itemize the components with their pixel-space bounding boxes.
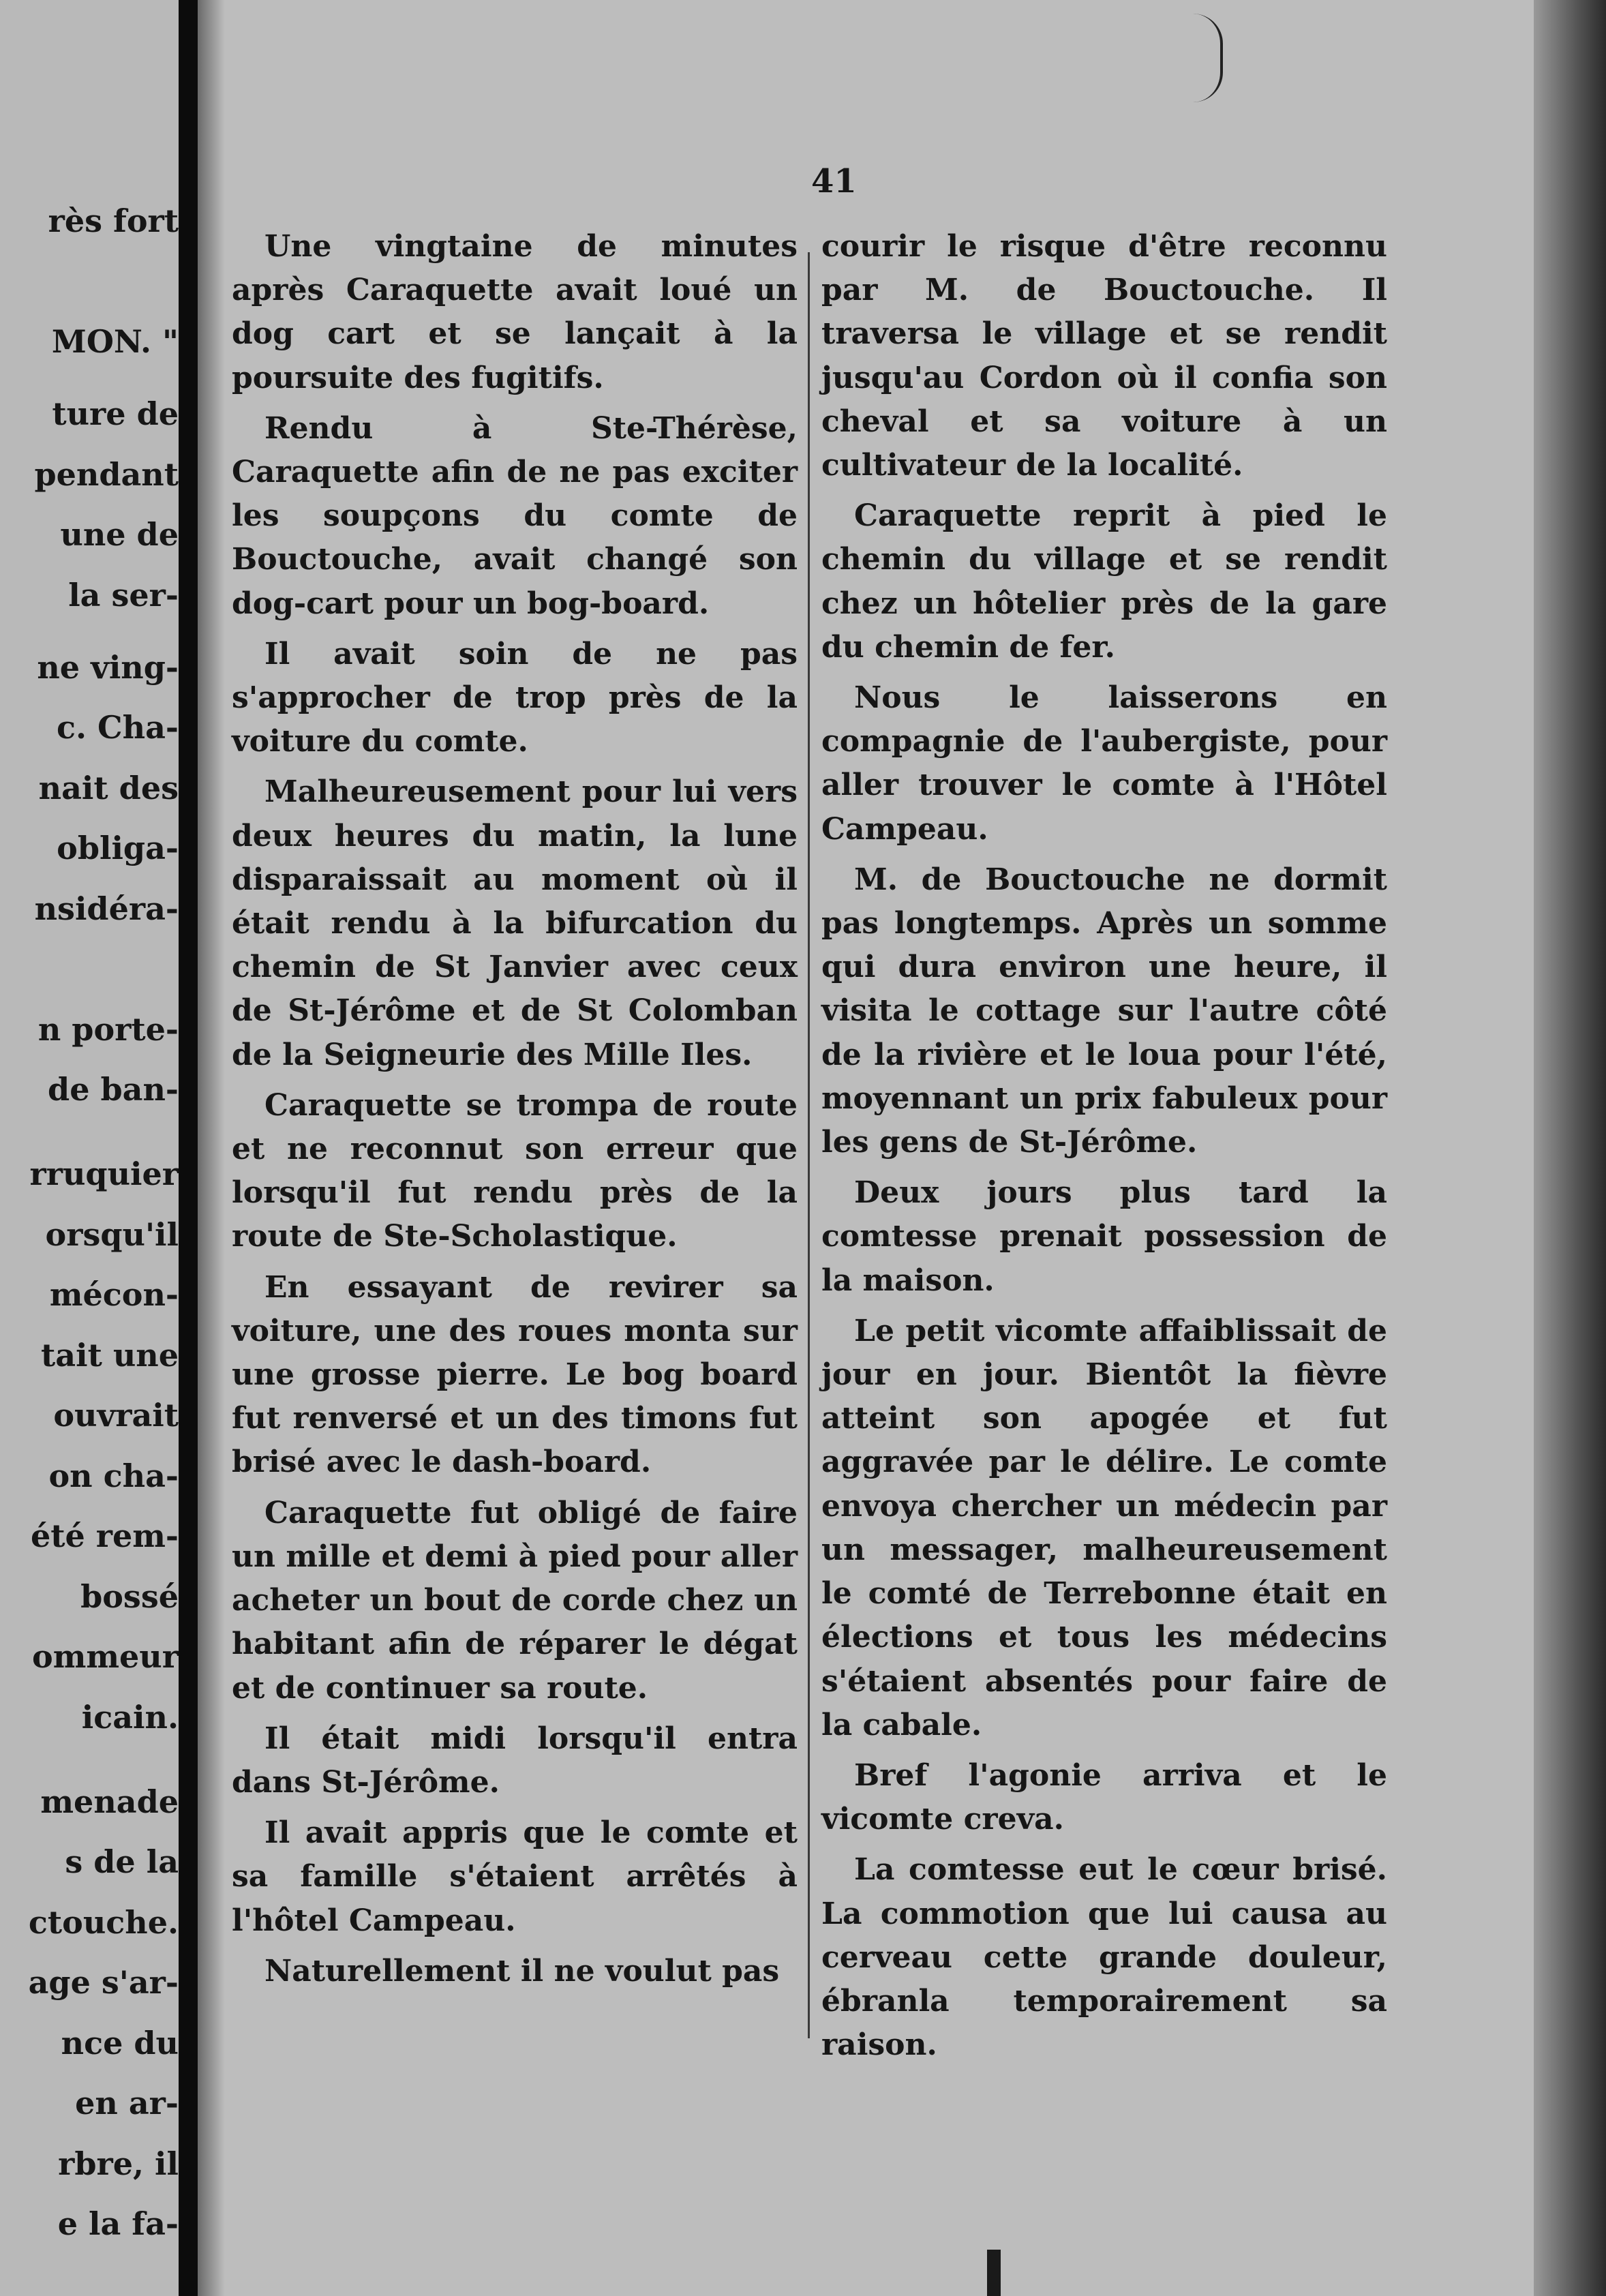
- facing-page-line: été rem-: [30, 1517, 179, 1555]
- paragraph: La comtesse eut le cœur brisé. La commotion que lui causa au cerveau cette grande douleur, ébranla temporairement sa raison.: [821, 1852, 1387, 2063]
- right-text-column: [821, 225, 1387, 2074]
- facing-page-line: obliga-: [57, 830, 179, 867]
- facing-page-line: c. Cha-: [57, 709, 179, 746]
- facing-page-line: ommeur: [32, 1638, 179, 1676]
- facing-page-line: age s'ar-: [28, 1964, 179, 2002]
- facing-page-line: en ar-: [75, 2085, 179, 2122]
- facing-page-line: de ban-: [48, 1071, 179, 1108]
- facing-page-line: MON. ": [51, 322, 179, 360]
- paragraph: Bref l'agonie arriva et le vicomte creva.: [821, 1757, 1387, 1837]
- facing-page-line: tait une: [41, 1336, 179, 1374]
- paragraph: Rendu à Ste-Thérèse, Caraquette afin de ne pas exciter les soupçons du comte de Bouctouche, avait changé son dog-cart pour un bog-board.: [232, 410, 798, 621]
- facing-page-fragment: [0, 0, 179, 2296]
- facing-page-line: bossé: [80, 1577, 179, 1615]
- left-text-column: [232, 225, 798, 2000]
- paragraph-continuation: courir le risque d'être reconnu par M. de Bouctouche. Il traversa le village et se rendit jusqu'au Cordon où il confia son cheval et sa voiture à un cultivateur de la localité.: [821, 229, 1387, 483]
- facing-page-line: n porte-: [37, 1010, 179, 1048]
- facing-page-line: rruquier: [29, 1155, 179, 1193]
- paragraph: M. de Bouctouche ne dormit pas longtemps. Après un somme qui dura environ une heure, il visita le cottage sur l'autre côté de la rivière et le loua pour l'été, moyennant un prix fabuleux pour les gens de St-Jérôme.: [821, 862, 1387, 1160]
- paragraph: Caraquette se trompa de route et ne reconnut son erreur que lorsqu'il fut rendu près de la route de Ste-Scholastique.: [232, 1087, 798, 1254]
- facing-page-line: ouvrait: [53, 1397, 179, 1434]
- facing-page-line: ne ving-: [37, 648, 179, 686]
- page-number: 41: [811, 162, 857, 200]
- facing-page-line: rès fort: [48, 202, 179, 239]
- paragraph: Il avait appris que le comte et sa famille s'étaient arrêtés à l'hôtel Campeau.: [232, 1815, 798, 1938]
- facing-page-line: ctouche.: [28, 1903, 179, 1941]
- facing-page-line: pendant: [34, 455, 179, 493]
- paragraph: Il était midi lorsqu'il entra dans St-Jérôme.: [232, 1721, 798, 1800]
- facing-page-line: mécon-: [49, 1276, 179, 1314]
- paragraph: Nous le laisserons en compagnie de l'aubergiste, pour aller trouver le comte à l'Hôtel Campeau.: [821, 680, 1387, 847]
- paragraph: Deux jours plus tard la comtesse prenait possession de la maison.: [821, 1175, 1387, 1298]
- facing-page-line: rbre, il: [58, 2145, 179, 2182]
- facing-page-line: s de la: [65, 1843, 179, 1881]
- paragraph: Le petit vicomte affaiblissait de jour en jour. Bientôt la fièvre atteint son apogée et fut aggravée par le délire. Le comte envoya chercher un médecin par un messager, malheureusement le comté de Terrebonne était en élections et tous les médecins s'étaient absentés pour faire de la cabale.: [821, 1313, 1387, 1742]
- paragraph: En essayant de revirer sa voiture, une des roues monta sur une grosse pierre. Le bog board fut renversé et un des timons fut brisé avec le dash-board.: [232, 1269, 798, 1480]
- facing-page-line: icain.: [81, 1698, 179, 1736]
- facing-page-line: e la fa-: [57, 2205, 179, 2243]
- paragraph: Caraquette fut obligé de faire un mille et demi à pied pour aller acheter un bout de corde chez un habitant afin de réparer le dégat et de continuer sa route.: [232, 1495, 798, 1706]
- page-edge-shadow: [1534, 0, 1606, 2296]
- paragraph: Malheureusement pour lui vers deux heures du matin, la lune disparaissait au moment où il était rendu à la bifurcation du chemin de St Janvier avec ceux de St-Jérôme et de St Colomban de la Seigneurie des Mille Iles.: [232, 774, 798, 1072]
- ink-mark: [987, 2250, 1001, 2296]
- book-binding: [179, 0, 198, 2296]
- facing-page-line: la ser-: [68, 576, 179, 614]
- facing-page-line: nsidéra-: [34, 890, 179, 927]
- paragraph: Il avait soin de ne pas s'approcher de trop près de la voiture du comte.: [232, 636, 798, 759]
- facing-page-line: menade: [40, 1783, 179, 1820]
- facing-page-line: orsqu'il: [45, 1215, 179, 1253]
- facing-page-line: nait des: [38, 769, 179, 806]
- facing-page-line: nce du: [61, 2024, 179, 2061]
- facing-page-line: on cha-: [48, 1457, 179, 1494]
- facing-page-line: ture de: [52, 395, 179, 433]
- paragraph: Naturellement il ne voulut pas: [264, 1953, 780, 1989]
- paragraph: Une vingtaine de minutes après Caraquette avait loué un dog cart et se lançait à la poursuite des fugitifs.: [232, 229, 798, 395]
- gutter-shadow: [198, 0, 225, 2296]
- facing-page-line: une de: [60, 516, 179, 554]
- paragraph: Caraquette reprit à pied le chemin du village et se rendit chez un hôtelier près de la gare du chemin de fer.: [821, 498, 1387, 665]
- column-divider: [808, 252, 810, 2038]
